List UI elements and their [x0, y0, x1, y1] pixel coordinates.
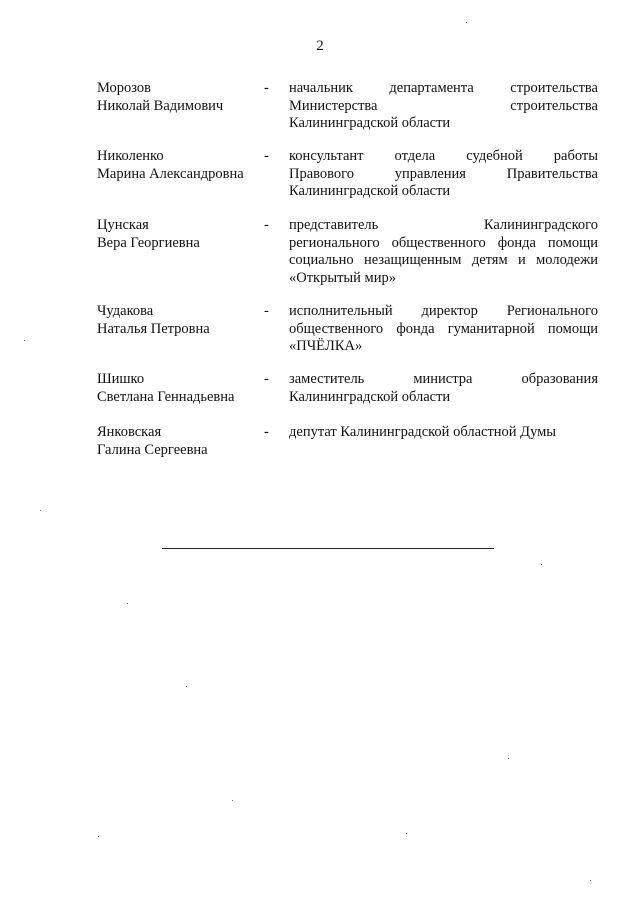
scan-speck	[40, 510, 41, 511]
position-line: Министерства строительства	[289, 97, 598, 114]
position-line: Калининградской области	[289, 115, 451, 131]
position-line: «Открытый мир»	[289, 269, 396, 286]
scan-speck	[24, 340, 25, 341]
dash-separator: -	[264, 217, 269, 233]
position-line: начальник департамента строительства	[289, 80, 598, 96]
member-surname: Цунская	[97, 217, 149, 233]
member-given-names: Наталья Петровна	[97, 320, 210, 337]
scan-speck	[127, 603, 128, 604]
position-line: представитель Калининградского	[289, 217, 598, 233]
member-name	[97, 303, 262, 338]
position-line: Правового управления Правительства	[289, 165, 598, 182]
member-given-names: Марина Александровна	[97, 165, 244, 182]
member-surname: Шишко	[97, 371, 145, 387]
member-name	[97, 217, 262, 252]
member-position	[289, 80, 598, 133]
member-surname: Морозов	[97, 80, 152, 96]
member-position	[289, 303, 598, 356]
member-position	[289, 148, 598, 201]
dash-separator: -	[264, 371, 269, 387]
closing-separator-line	[162, 548, 494, 549]
position-line: консультант отдела судебной работы	[289, 148, 598, 164]
scan-speck	[466, 22, 467, 23]
member-name	[97, 148, 262, 183]
member-name	[97, 371, 262, 406]
member-surname: Николенко	[97, 148, 164, 164]
page-number: 2	[316, 38, 324, 54]
scan-speck	[232, 800, 233, 801]
dash-separator: -	[264, 424, 269, 440]
member-surname: Янковская	[97, 424, 162, 440]
member-name	[97, 80, 262, 115]
position-line: Калининградской области	[289, 183, 451, 199]
position-line: «ПЧЁЛКА»	[289, 338, 363, 354]
member-position	[289, 424, 598, 442]
member-given-names: Николай Вадимович	[97, 97, 224, 114]
position-line: социально незащищенным детям и молодежи	[289, 252, 598, 268]
dash-separator: -	[264, 80, 269, 96]
position-line: регионального общественного фонда помощи	[289, 234, 598, 251]
member-position	[289, 371, 598, 406]
position-line: депутат Калининградской областной Думы	[289, 424, 557, 440]
scan-speck	[98, 836, 99, 837]
member-given-names: Галина Сергеевна	[97, 441, 208, 458]
scan-speck	[541, 564, 542, 565]
member-position	[289, 217, 598, 287]
dash-separator: -	[264, 148, 269, 164]
scan-speck	[508, 758, 509, 759]
member-given-names: Светлана Геннадьевна	[97, 388, 235, 405]
position-line: заместитель министра образования	[289, 371, 598, 387]
member-name	[97, 424, 262, 459]
position-line: исполнительный директор Регионального	[289, 303, 598, 319]
position-line: общественного фонда гуманитарной помощи	[289, 320, 598, 337]
member-surname: Чудакова	[97, 303, 154, 319]
member-given-names: Вера Георгиевна	[97, 234, 200, 251]
scan-speck	[590, 880, 591, 881]
scan-speck	[406, 833, 407, 834]
scan-speck	[186, 686, 187, 687]
position-line: Калининградской области	[289, 388, 451, 405]
dash-separator: -	[264, 303, 269, 319]
